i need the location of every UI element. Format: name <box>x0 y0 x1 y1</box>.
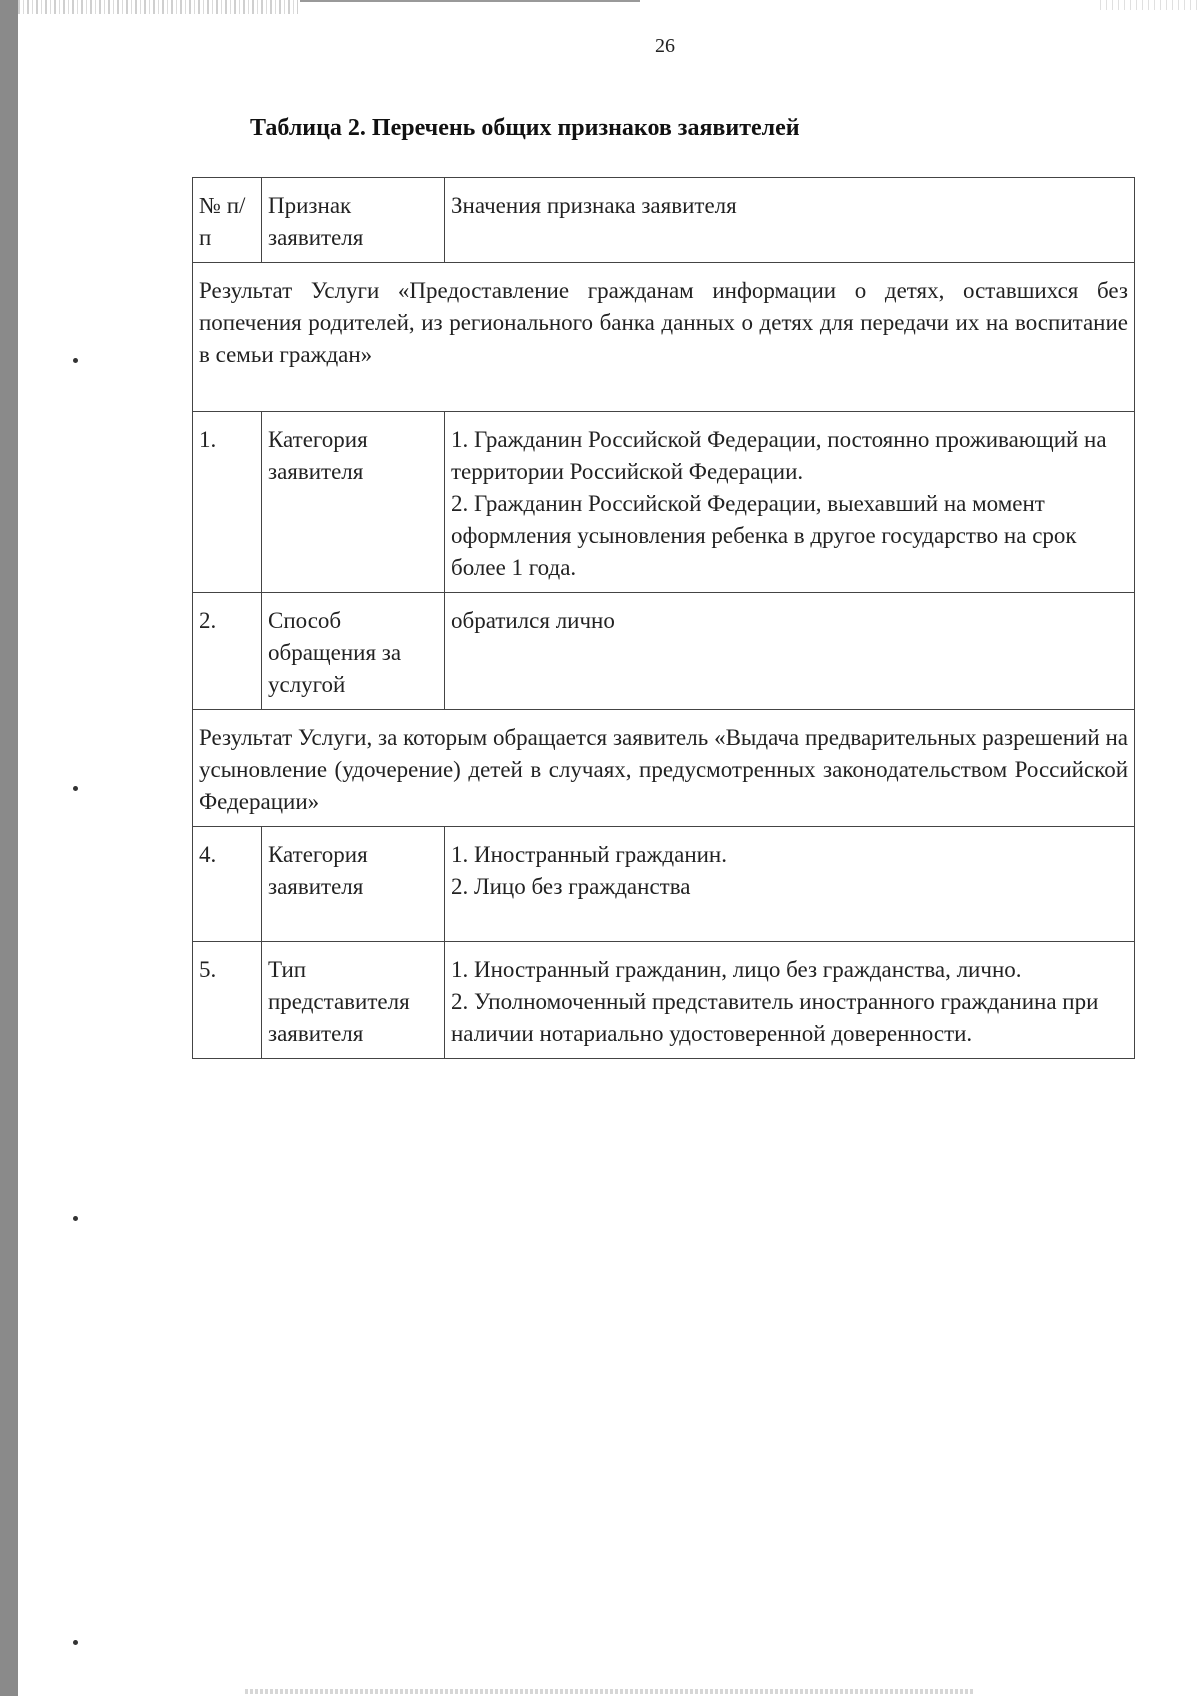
row-values <box>445 827 1135 942</box>
row-num: 1. <box>193 412 262 593</box>
row-value-line: 1. Иностранный гражданин, лицо без гражданства, лично. <box>451 957 1022 982</box>
scan-dot <box>73 358 78 363</box>
scan-dot <box>73 1640 78 1645</box>
page-number: 26 <box>655 35 675 57</box>
scan-top-line <box>300 0 640 2</box>
row-value-line: 2. Лицо без гражданства <box>451 874 691 899</box>
row-attribute: Категория заявителя <box>262 412 445 593</box>
row-value-line: обратился лично <box>451 608 615 633</box>
table-header-row <box>193 178 1135 263</box>
table-row <box>193 412 1135 593</box>
table-row <box>193 593 1135 710</box>
scan-bottom-noise <box>245 1689 975 1694</box>
header-values: Значения признака заявителя <box>445 178 1135 263</box>
table-row <box>193 942 1135 1059</box>
scan-top-noise <box>18 0 298 14</box>
row-attribute: Категория заявителя <box>262 827 445 942</box>
header-num: № п/п <box>193 178 262 263</box>
row-values <box>445 942 1135 1059</box>
row-num: 5. <box>193 942 262 1059</box>
row-num: 2. <box>193 593 262 710</box>
row-value-line: 1. Гражданин Российской Федерации, постоянно проживающий на территории Российской Федерации. <box>451 427 1107 484</box>
row-value-line: 2. Уполномоченный представитель иностранного гражданина при наличии нотариально удостоверенной доверенности. <box>451 989 1099 1046</box>
row-values <box>445 412 1135 593</box>
scan-dot <box>73 786 78 791</box>
scan-top-noise-right <box>1100 0 1200 10</box>
row-value-line: 2. Гражданин Российской Федерации, выехавший на момент оформления усыновления ребенка в другое государство на срок более 1 года. <box>451 491 1077 580</box>
applicant-attributes-table <box>192 177 1135 1059</box>
section-row-1 <box>193 263 1135 412</box>
row-num: 4. <box>193 827 262 942</box>
row-attribute: Тип представителя заявителя <box>262 942 445 1059</box>
header-attribute: Признак заявителя <box>262 178 445 263</box>
scan-left-edge <box>0 0 18 1696</box>
row-value-line: 1. Иностранный гражданин. <box>451 842 727 867</box>
table-row <box>193 827 1135 942</box>
table-title: Таблица 2. Перечень общих признаков заявителей <box>250 115 800 141</box>
section-2-text: Результат Услуги, за которым обращается заявитель «Выдача предварительных разрешений на усыновление (удочерение) детей в случаях, предусмотренных законодательством Российской Федерации» <box>193 710 1135 827</box>
row-values <box>445 593 1135 710</box>
section-row-2 <box>193 710 1135 827</box>
scan-dot <box>73 1216 78 1221</box>
section-1-text: Результат Услуги «Предоставление гражданам информации о детях, оставшихся без попечения родителей, из регионального банка данных о детях для передачи их на воспитание в семьи граждан» <box>193 263 1135 412</box>
row-attribute: Способ обращения за услугой <box>262 593 445 710</box>
